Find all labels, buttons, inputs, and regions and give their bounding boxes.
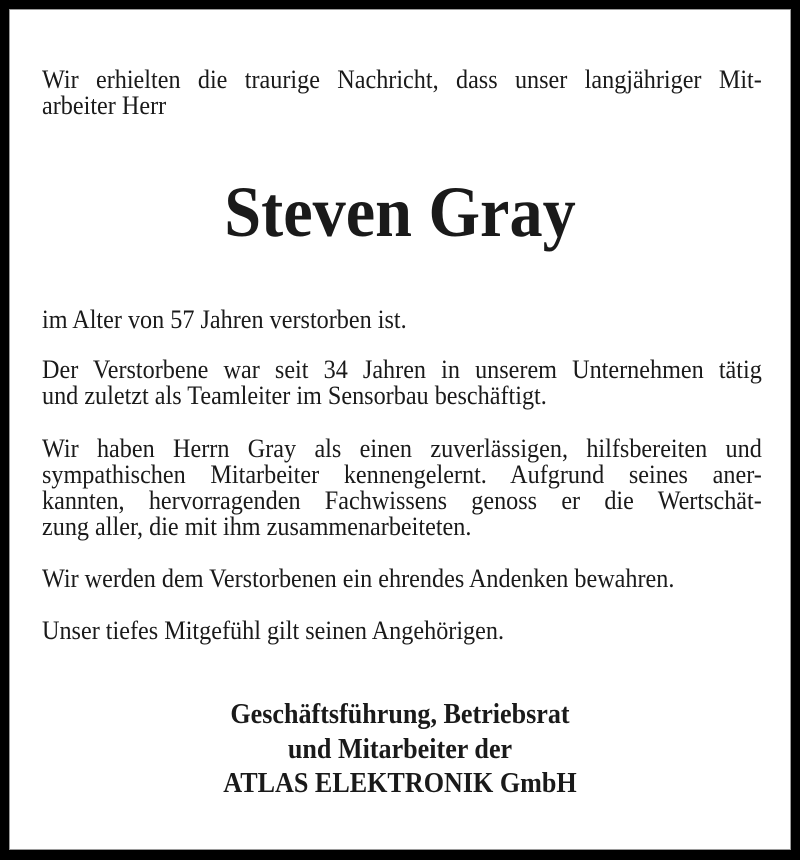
signature-line-1: Geschäftsführung, Betriebsrat [230,698,570,730]
tribute-line-1-text: Wir haben Herrn Gray als einen zuverlässigen, hilfsbereiten und [42,434,762,463]
tribute-line-3 [42,488,762,514]
tribute-line-2 [42,462,762,488]
tribute-line-2-text: sympathischen Mitarbeiter kennengelernt. Aufgrund seines aner- [42,460,762,489]
intro-line-2: arbeiter Herr [42,91,167,120]
intro-line-1-text: Wir erhielten die traurige Nachricht, dass unser langjähriger Mit- [42,65,762,94]
age-line: im Alter von 57 Jahren verstorben ist. [42,305,407,334]
memory-line: Wir werden dem Verstorbenen ein ehrendes Andenken bewahren. [42,564,675,593]
tribute-line-4: zung aller, die mit ihm zusammenarbeiteten. [42,512,472,541]
deceased-name: Steven Gray [224,172,576,252]
tribute-line-3-text: kannten, hervorragenden Fachwissens genoss er die Wertschät- [42,486,762,515]
signature-company: ATLAS ELEKTRONIK GmbH [223,767,577,799]
condolence-line: Unser tiefes Mitgefühl gilt seinen Angehörigen. [42,616,505,645]
intro-line-1 [42,67,762,93]
career-line-1-text: Der Verstorbene war seit 34 Jahren in unserem Unternehmen tätig [42,355,762,384]
career-line-2: und zuletzt als Teamleiter im Sensorbau beschäftigt. [42,381,547,410]
signature-line-2: und Mitarbeiter der [287,733,513,765]
tribute-line-1 [42,436,762,462]
career-line-1 [42,357,762,383]
